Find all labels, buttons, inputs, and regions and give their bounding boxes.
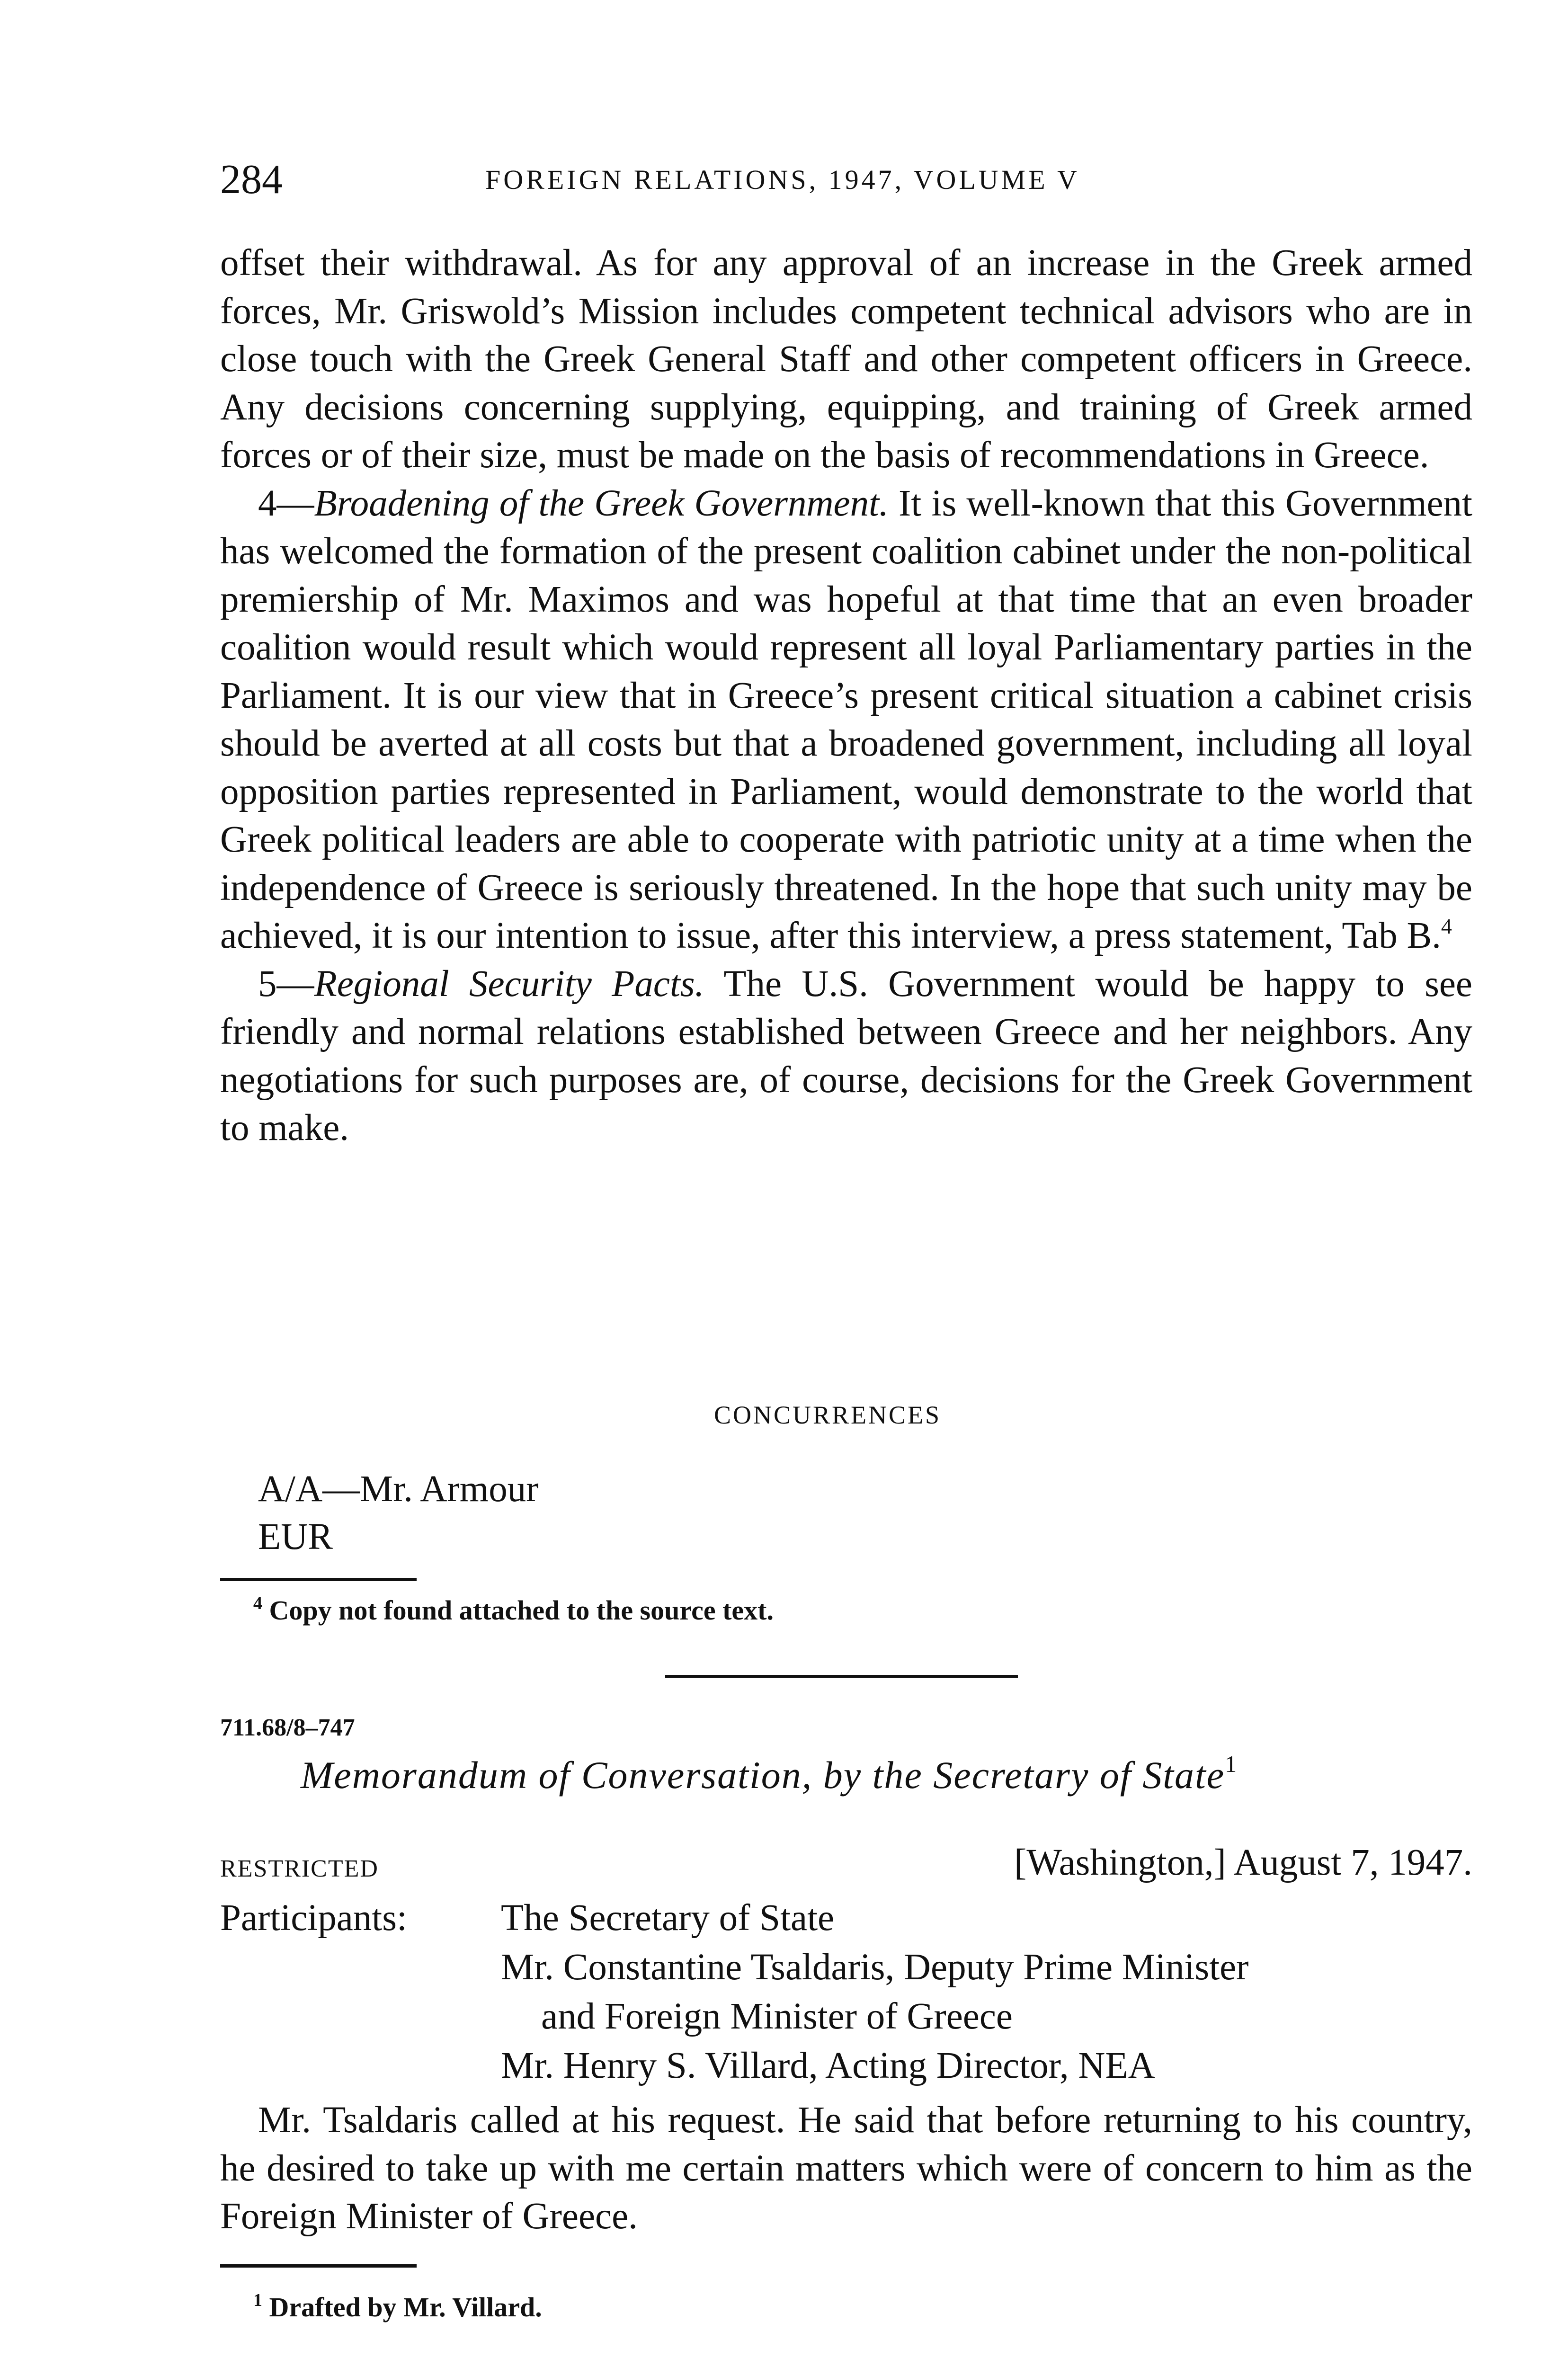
footnote-rule: [220, 1578, 417, 1581]
dateline: [Washington,] August 7, 1947.: [1014, 1842, 1472, 1883]
footnote-4: [253, 1594, 774, 1626]
concurrence-line: A/A—Mr. Armour: [258, 1468, 539, 1510]
file-number: 711.68/8–747: [220, 1714, 355, 1741]
paragraph-text: The U.S. Government would be happy to see friendly and normal relations established between Greece and her neighbors. Any negotiations for such purposes are, of course, decisions for the Greek Government to make.: [220, 963, 1472, 1148]
paragraph-heading: Broadening of the Greek Government.: [314, 482, 889, 524]
footnote-text: Drafted by Mr. Villard.: [262, 2292, 542, 2323]
classification-label: RESTRICTED: [220, 1855, 379, 1882]
main-text-block: [220, 239, 1472, 1152]
paragraph-heading: Regional Security Pacts.: [314, 963, 704, 1005]
page-header: [220, 154, 1472, 206]
footnote-ref: 1: [1225, 1751, 1238, 1777]
paragraph-number: 5—: [258, 963, 314, 1005]
footnote-text: Copy not found attached to the source text.: [262, 1595, 774, 1626]
concurrences-heading: CONCURRENCES: [714, 1401, 942, 1429]
section-divider: [665, 1675, 1018, 1678]
participant: Mr. Constantine Tsaldaris, Deputy Prime Minister: [501, 1947, 1249, 1988]
participants-label: Participants:: [220, 1897, 407, 1939]
footnote-marker: 1: [253, 2290, 262, 2310]
footnote-rule: [220, 2264, 417, 2268]
participant: The Secretary of State: [501, 1897, 835, 1939]
page-number: 284: [220, 157, 283, 203]
participants-list: [501, 1894, 1472, 2091]
participant-continuation: and Foreign Minister of Greece: [541, 1996, 1013, 2037]
footnote-1: [253, 2291, 542, 2323]
paragraph-continuation: offset their withdrawal. As for any approval of an increase in the Greek armed forces, Mr. Griswold’s Mission includes competent technical advisors who are in close touch with the Greek General Staff and other competent officers in Greece. Any decisions concerning supplying, equipping, and training of Greek armed forces or of their size, must be made on the basis of recommendations in Greece.: [220, 242, 1472, 476]
paragraph-regional-security: [220, 960, 1472, 1152]
running-head: FOREIGN RELATIONS, 1947, VOLUME V: [485, 164, 1080, 195]
memo-paragraph: Mr. Tsaldaris called at his request. He said that before returning to his country, he desired to take up with me certain matters which were of concern to him as the Foreign Minister of Greece.: [220, 2100, 1472, 2237]
paragraph-broadening: [220, 480, 1472, 960]
participant: Mr. Henry S. Villard, Acting Director, NEA: [501, 2045, 1155, 2086]
footnote-marker: 4: [253, 1593, 262, 1613]
concurrence-line: EUR: [258, 1516, 333, 1557]
footnote-ref: 4: [1441, 914, 1452, 938]
paragraph-number: 4—: [258, 482, 314, 524]
memo-body: [220, 2096, 1472, 2241]
paragraph-text: It is well-known that this Government has welcomed the formation of the present coalition cabinet under the non-political premiership of Mr. Maximos and was hopeful at that time that an even broader coalition would result which would represent all loyal Parliamentary parties in the Parliament. It is our view that in Greece’s present critical situation a cabinet crisis should be averted at all costs but that a broadened government, including all loyal opposition parties represented in Parliament, would demonstrate to the world that Greek political leaders are able to cooperate with patriotic unity at a time when the independence of Greece is seriously threatened. In the hope that such unity may be achieved, it is our intention to issue, after this interview, a press statement, Tab B.: [220, 482, 1472, 956]
document-title: [301, 1753, 1238, 1797]
document-title-text: Memorandum of Conversation, by the Secretary of State: [301, 1753, 1225, 1797]
